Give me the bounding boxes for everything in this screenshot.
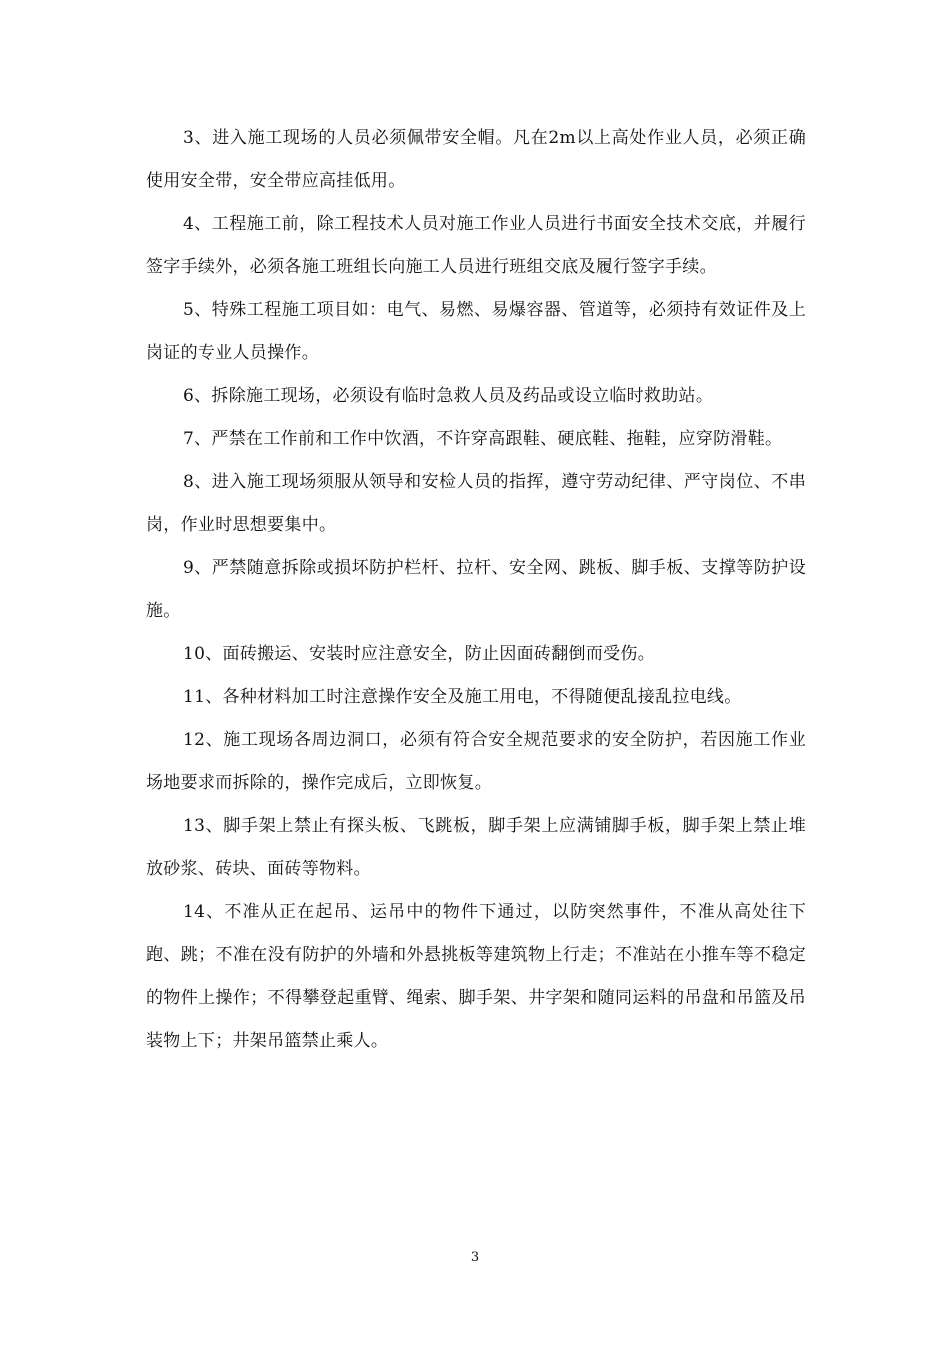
paragraph-item-12: 12、施工现场各周边洞口，必须有符合安全规范要求的安全防护，若因施工作业场地要求而拆除的，操作完成后，立即恢复。 [146, 730, 806, 793]
document-body [146, 117, 806, 1063]
paragraph-item-10: 10、面砖搬运、安装时应注意安全，防止因面砖翻倒而受伤。 [183, 644, 656, 664]
paragraph-item-9: 9、严禁随意拆除或损坏防护栏杆、拉杆、安全网、跳板、脚手板、支撑等防护设施。 [146, 558, 806, 621]
paragraph-item-8: 8、进入施工现场须服从领导和安检人员的指挥，遵守劳动纪律、严守岗位、不串岗，作业时思想要集中。 [146, 472, 806, 535]
paragraph-item-13: 13、脚手架上禁止有探头板、飞跳板，脚手架上应满铺脚手板，脚手架上禁止堆放砂浆、砖块、面砖等物料。 [146, 816, 806, 879]
paragraph-item-11: 11、各种材料加工时注意操作安全及施工用电，不得随便乱接乱拉电线。 [183, 687, 742, 707]
paragraph-item-7: 7、严禁在工作前和工作中饮酒，不许穿高跟鞋、硬底鞋、拖鞋，应穿防滑鞋。 [183, 429, 783, 449]
paragraph-item-3: 3、进入施工现场的人员必须佩带安全帽。凡在2m以上高处作业人员，必须正确使用安全带，安全带应高挂低用。 [146, 128, 806, 191]
paragraph-item-4: 4、工程施工前，除工程技术人员对施工作业人员进行书面安全技术交底，并履行签字手续外，必须各施工班组长向施工人员进行班组交底及履行签字手续。 [146, 214, 806, 277]
paragraph-item-5: 5、特殊工程施工项目如：电气、易燃、易爆容器、管道等，必须持有效证件及上岗证的专业人员操作。 [146, 300, 806, 363]
page-number: 3 [470, 1250, 480, 1265]
paragraph-item-14: 14、不准从正在起吊、运吊中的物件下通过，以防突然事件，不准从高处往下跑、跳；不准在没有防护的外墙和外悬挑板等建筑物上行走；不准站在小推车等不稳定的物件上操作；不得攀登起重臂、绳索、脚手架、井字架和随同运料的吊盘和吊篮及吊装物上下；井架吊篮禁止乘人。 [146, 902, 806, 1051]
paragraph-item-6: 6、拆除施工现场，必须设有临时急救人员及药品或设立临时救助站。 [183, 386, 714, 406]
